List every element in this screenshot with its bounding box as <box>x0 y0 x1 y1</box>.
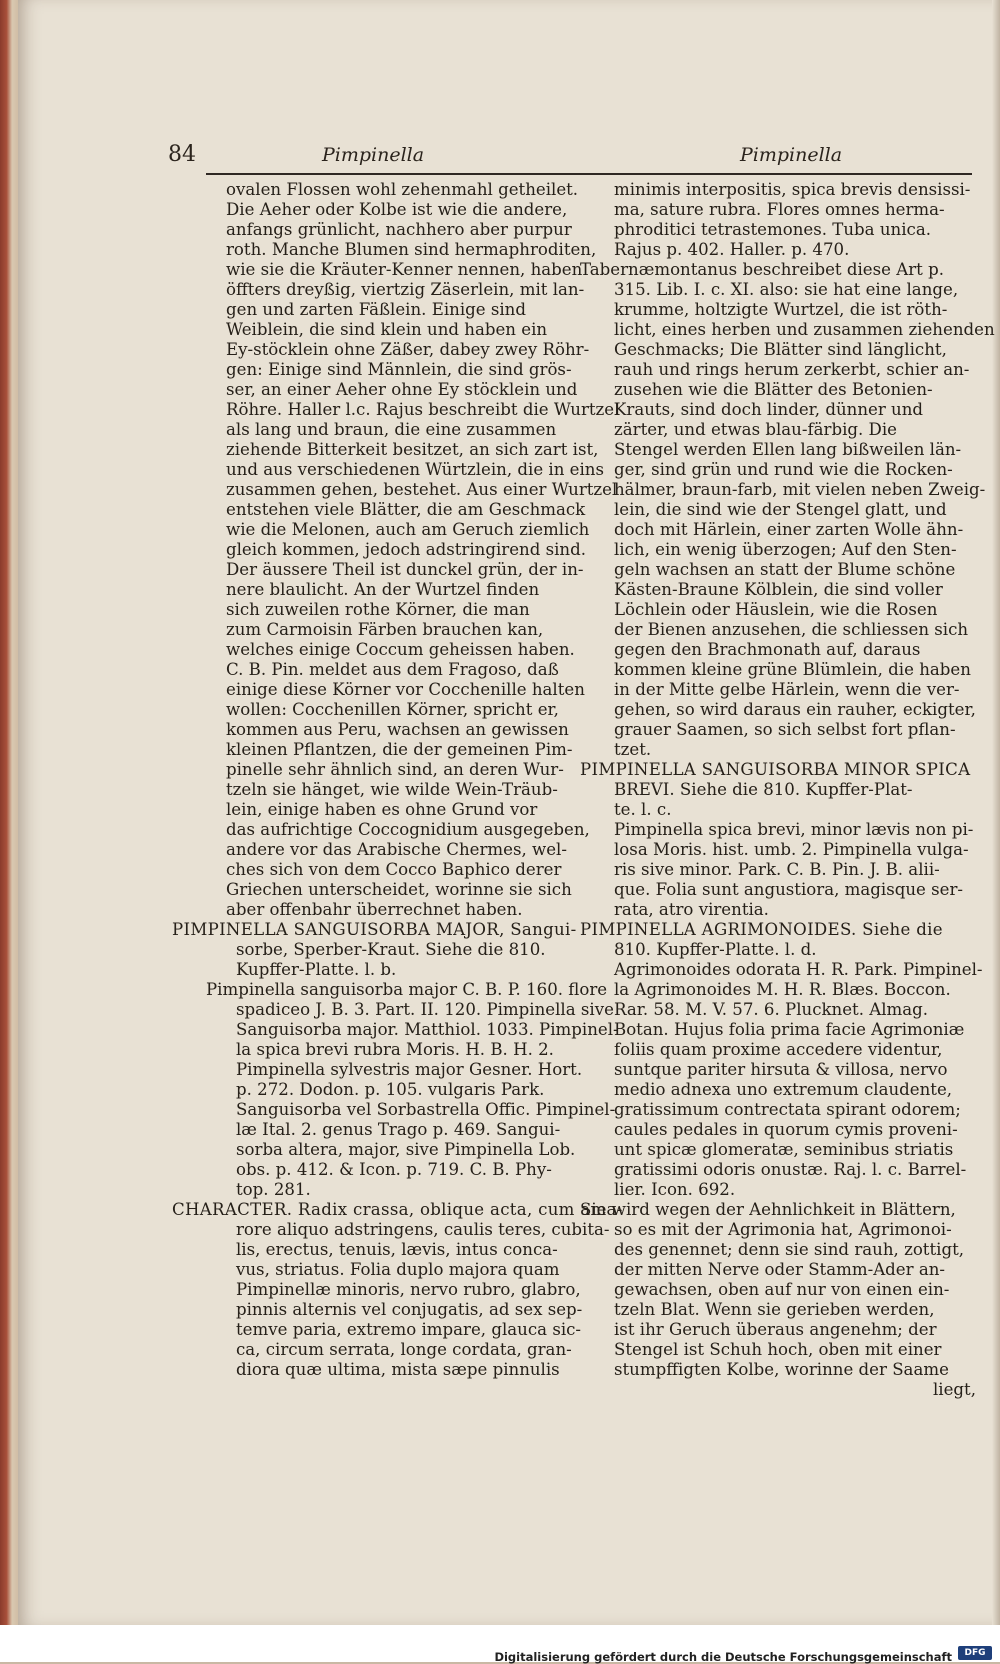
text-line: Rar. 58. M. V. 57. 6. Plucknet. Almag. <box>614 1000 929 1019</box>
text-line: foliis quam proxime accedere videntur, <box>614 1040 943 1059</box>
text-line: ger, sind grün und rund wie die Rocken- <box>614 460 953 479</box>
text-line: p. 272. Dodon. p. 105. vulgaris Park. <box>236 1080 545 1099</box>
text-line: CHARACTER. Radix crassa, oblique acta, cum ama- <box>172 1200 623 1219</box>
text-line: Stengel werden Ellen lang bißweilen län- <box>614 440 962 459</box>
text-line: spadiceo J. B. 3. Part. II. 120. Pimpinella sive <box>236 1000 614 1019</box>
text-line: ovalen Flossen wohl zehenmahl getheilet. <box>226 180 579 199</box>
text-line: in der Mitte gelbe Härlein, wenn die ver- <box>614 680 960 699</box>
text-line: licht, eines herben und zusammen ziehenden <box>614 320 995 339</box>
text-line: Pimpinella sanguisorba major C. B. P. 160. flore <box>206 980 608 999</box>
text-line: BREVI. Siehe die 810. Kupffer-Plat- <box>614 780 913 799</box>
text-line: medio adnexa uno extremum claudente, <box>614 1080 953 1099</box>
text-line: PIMPINELLA AGRIMONOIDES. Siehe die <box>580 920 943 939</box>
text-line: gegen den Brachmonath auf, daraus <box>614 640 921 659</box>
text-line: Kupffer-Platte. l. b. <box>236 960 397 979</box>
text-line: wie die Melonen, auch am Geruch ziemlich <box>226 520 590 539</box>
text-line: losa Moris. hist. umb. 2. Pimpinella vulga- <box>614 840 969 859</box>
text-line: lich, ein wenig überzogen; Auf den Sten- <box>614 540 957 559</box>
text-line: sorba altera, major, sive Pimpinella Lob. <box>236 1140 576 1159</box>
text-line: geln wachsen an statt der Blume schöne <box>614 560 956 579</box>
text-line: vus, striatus. Folia duplo majora quam <box>236 1260 560 1279</box>
text-line: gehen, so wird daraus ein rauher, eckigter, <box>614 700 976 719</box>
text-line: stumpffigten Kolbe, worinne der Saame <box>614 1360 949 1379</box>
page-number: 84 <box>168 142 196 167</box>
text-line: Der äussere Theil ist dunckel grün, der in- <box>226 560 584 579</box>
text-line: Weiblein, die sind klein und haben ein <box>226 320 548 339</box>
text-line: Rajus p. 402. Haller. p. 470. <box>614 240 850 259</box>
text-line: wie sie die Kräuter-Kenner nennen, haben <box>226 260 583 279</box>
text-line: Pimpinella spica brevi, minor lævis non pi- <box>614 820 974 839</box>
text-line: gen und zarten Fäßlein. Einige sind <box>226 300 526 319</box>
text-line: ziehende Bitterkeit besitzet, an sich zart ist, <box>226 440 599 459</box>
text-line: gratissimi odoris onustæ. Raj. l. c. Barrel- <box>614 1160 967 1179</box>
text-line: zusammen gehen, bestehet. Aus einer Wurtzel <box>226 480 618 499</box>
text-line: kommen aus Peru, wachsen an gewissen <box>226 720 569 739</box>
text-line: roth. Manche Blumen sind hermaphroditen, <box>226 240 597 259</box>
text-line: ris sive minor. Park. C. B. Pin. J. B. alii- <box>614 860 940 879</box>
text-line: 810. Kupffer-Platte. l. d. <box>614 940 817 959</box>
digitization-credit: Digitalisierung gefördert durch die Deutsche Forschungsgemeinschaft <box>494 1650 952 1664</box>
text-line: pinnis alternis vel conjugatis, ad sex sep- <box>236 1300 583 1319</box>
text-line: Tabernæmontanus beschreibet diese Art p. <box>580 260 944 279</box>
text-line: Geschmacks; Die Blätter sind länglicht, <box>614 340 947 359</box>
page-header <box>150 142 976 176</box>
text-line: Botan. Hujus folia prima facie Agrimoniæ <box>614 1020 965 1039</box>
text-line: der Bienen anzusehen, die schliessen sich <box>614 620 969 639</box>
text-line: Pimpinellæ minoris, nervo rubro, glabro, <box>236 1280 581 1299</box>
text-line: top. 281. <box>236 1180 311 1199</box>
text-line: als lang und braun, die eine zusammen <box>226 420 557 439</box>
text-line: ist ihr Geruch überaus angenehm; der <box>614 1320 937 1339</box>
text-line: caules pedales in quorum cymis proveni- <box>614 1120 958 1139</box>
text-line: Stengel ist Schuh hoch, oben mit einer <box>614 1340 942 1359</box>
text-line: und aus verschiedenen Würtzlein, die in eins <box>226 460 605 479</box>
text-line: ser, an einer Aeher ohne Ey stöcklein und <box>226 380 578 399</box>
text-line: gratissimum contrectata spirant odorem; <box>614 1100 961 1119</box>
text-line: ca, circum serrata, longe cordata, gran- <box>236 1340 572 1359</box>
text-line: nere blaulicht. An der Wurtzel finden <box>226 580 540 599</box>
text-line: Griechen unterscheidet, worinne sie sich <box>226 880 572 899</box>
text-line: so es mit der Agrimonia hat, Agrimonoi- <box>614 1220 952 1239</box>
text-line: sich zuweilen rothe Körner, die man <box>226 600 530 619</box>
text-line: lis, erectus, tenuis, lævis, intus conca- <box>236 1240 558 1259</box>
text-line: einige diese Körner vor Cocchenille halten <box>226 680 585 699</box>
dfg-logo: DFG <box>958 1646 992 1660</box>
right-text-column <box>580 180 995 1400</box>
text-line: rata, atro virentia. <box>614 900 769 919</box>
page-right-edge <box>992 0 1000 1625</box>
text-line: C. B. Pin. meldet aus dem Fragoso, daß <box>226 660 559 679</box>
text-line: der mitten Nerve oder Stamm-Ader an- <box>614 1260 946 1279</box>
text-line: lier. Icon. 692. <box>614 1180 736 1199</box>
text-line: lein, einige haben es ohne Grund vor <box>226 800 538 819</box>
text-line: tzeln Blat. Wenn sie gerieben werden, <box>614 1300 935 1319</box>
text-line: kommen kleine grüne Blümlein, die haben <box>614 660 971 679</box>
text-line: andere vor das Arabische Chermes, wel- <box>226 840 567 859</box>
text-line: liegt, <box>933 1380 976 1399</box>
text-line: Kästen-Braune Kölblein, die sind voller <box>614 580 943 599</box>
text-line: PIMPINELLA SANGUISORBA MAJOR, Sangui- <box>172 920 577 939</box>
text-line: gleich kommen, jedoch adstringirend sind. <box>226 540 587 559</box>
text-line: que. Folia sunt angustiora, magisque ser- <box>614 880 963 899</box>
text-line: obs. p. 412. & Icon. p. 719. C. B. Phy- <box>236 1160 552 1179</box>
text-line: diora quæ ultima, mista sæpe pinnulis <box>236 1360 560 1379</box>
text-line: rauh und rings herum zerkerbt, schier an- <box>614 360 970 379</box>
text-line: zärter, und etwas blau-färbig. Die <box>614 420 897 439</box>
text-line: PIMPINELLA SANGUISORBA MINOR SPICA <box>580 760 971 779</box>
text-line: öffters dreyßig, viertzig Zäserlein, mit lan- <box>226 280 585 299</box>
text-line: Krauts, sind doch linder, dünner und <box>614 400 924 419</box>
left-text-column <box>172 180 623 1380</box>
text-line: ches sich von dem Cocco Baphico derer <box>226 860 562 879</box>
text-line: te. l. c. <box>614 800 672 819</box>
header-rule <box>206 173 972 175</box>
text-line: Pimpinella sylvestris major Gesner. Hort. <box>236 1060 583 1079</box>
running-head-left: Pimpinella <box>322 144 425 166</box>
text-line: kleinen Pflantzen, die der gemeinen Pim- <box>226 740 573 759</box>
text-line: Sanguisorba major. Matthiol. 1033. Pimpinel- <box>236 1020 619 1039</box>
text-line: zum Carmoisin Färben brauchen kan, <box>226 620 544 639</box>
text-line: suntque pariter hirsuta & villosa, nervo <box>614 1060 948 1079</box>
text-line: das aufrichtige Coccognidium ausgegeben, <box>226 820 590 839</box>
text-line: tzeln sie hänget, wie wilde Wein-Träub- <box>226 780 558 799</box>
text-line: 315. Lib. I. c. XI. also: sie hat eine lange, <box>614 280 959 299</box>
text-line: rore aliquo adstringens, caulis teres, cubita- <box>236 1220 610 1239</box>
text-line: Sie wird wegen der Aehnlichkeit in Blättern, <box>580 1200 956 1219</box>
text-line: ma, sature rubra. Flores omnes herma- <box>614 200 945 219</box>
text-line: sorbe, Sperber-Kraut. Siehe die 810. <box>236 940 546 959</box>
text-line: læ Ital. 2. genus Trago p. 469. Sangui- <box>236 1120 561 1139</box>
text-line: zusehen wie die Blätter des Betonien- <box>614 380 933 399</box>
text-line: Ey-stöcklein ohne Zäßer, dabey zwey Röhr- <box>226 340 590 359</box>
running-head-right: Pimpinella <box>740 144 843 166</box>
text-line: Sanguisorba vel Sorbastrella Offic. Pimpinel- <box>236 1100 616 1119</box>
text-line: temve paria, extremo impare, glauca sic- <box>236 1320 582 1339</box>
text-line: Agrimonoides odorata H. R. Park. Pimpinel- <box>614 960 983 979</box>
text-line: entstehen viele Blätter, die am Geschmack <box>226 500 586 519</box>
text-line: la spica brevi rubra Moris. H. B. H. 2. <box>236 1040 554 1059</box>
text-line: phroditici tetrastemones. Tuba unica. <box>614 220 931 239</box>
text-line: minimis interpositis, spica brevis densissi- <box>614 180 971 199</box>
text-line: gen: Einige sind Männlein, die sind grös- <box>226 360 572 379</box>
text-line: gewachsen, oben auf nur von einen ein- <box>614 1280 950 1299</box>
text-line: anfangs grünlicht, nachhero aber purpur <box>226 220 572 239</box>
text-line: krumme, holtzigte Wurtzel, die ist röth- <box>614 300 948 319</box>
text-line: unt spicæ glomeratæ, seminibus striatis <box>614 1140 954 1159</box>
text-line: pinelle sehr ähnlich sind, an deren Wur- <box>226 760 564 779</box>
text-line: doch mit Härlein, einer zarten Wolle ähn- <box>614 520 964 539</box>
text-line: la Agrimonoides M. H. R. Blæs. Boccon. <box>614 980 951 999</box>
text-line: lein, die sind wie der Stengel glatt, und <box>614 500 947 519</box>
text-line: welches einige Coccum geheissen haben. <box>226 640 575 659</box>
text-line: Die Aeher oder Kolbe ist wie die andere, <box>226 200 568 219</box>
text-line: grauer Saamen, so sich selbst fort pflan- <box>614 720 956 739</box>
text-line: des genennet; denn sie sind rauh, zottigt, <box>614 1240 965 1259</box>
text-line: tzet. <box>614 740 652 759</box>
text-line: wollen: Cocchenillen Körner, spricht er, <box>226 700 559 719</box>
text-line: aber offenbahr überrechnet haben. <box>226 900 523 919</box>
text-line: hälmer, braun-farb, mit vielen neben Zweig- <box>614 480 986 499</box>
text-line: Löchlein oder Häuslein, wie die Rosen <box>614 600 938 619</box>
text-line: Röhre. Haller l.c. Rajus beschreibt die Wurtzel <box>226 400 620 419</box>
